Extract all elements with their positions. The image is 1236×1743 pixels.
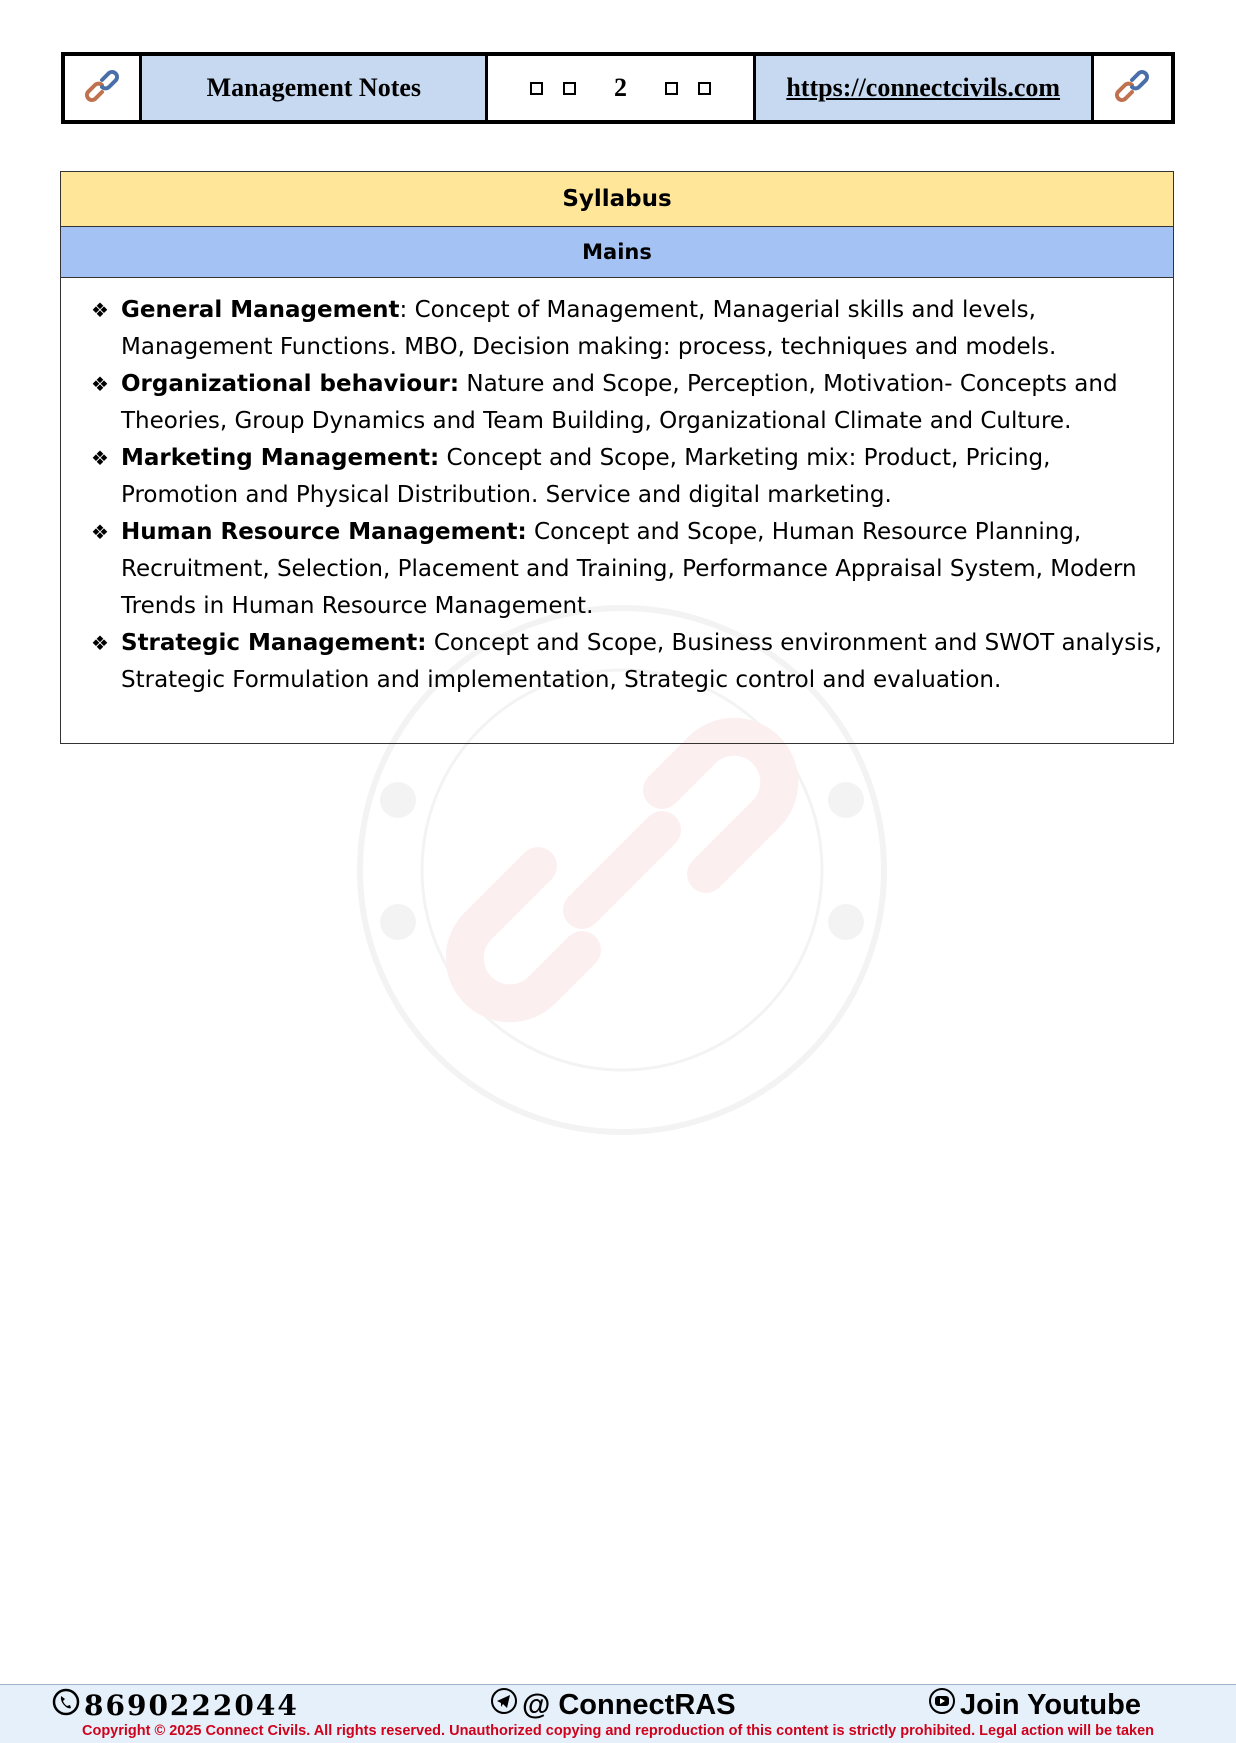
diamond-bullet-icon: ❖ [91,372,109,396]
syllabus-heading: Syllabus [61,172,1173,227]
page-number-cell [488,56,755,120]
diamond-bullet-icon: ❖ [91,631,109,655]
syllabus-item-text: Concept and Scope, Marketing mix: Product, Pricing, Promotion and Physical Distribution. Service and digital marketing. [121,445,1051,508]
header-right-link-cell [1094,56,1171,120]
syllabus-item-title: General Management [121,297,400,323]
syllabus-item-text: Nature and Scope, Perception, Motivation- Concepts and Theories, Group Dynamics and Team Building, Organizational Climate and Culture. [121,371,1118,434]
diamond-bullet-icon: ❖ [91,446,109,470]
footer-telegram[interactable] [490,1689,736,1721]
syllabus-item-human-resource-management [91,514,1163,625]
youtube-label: Join Youtube [960,1688,1141,1721]
syllabus-item-title: Human Resource Management: [121,519,527,545]
page-number: 2 [613,73,627,102]
phone-icon [52,1688,80,1723]
syllabus-item-title: Marketing Management: [121,445,440,471]
syllabus-item-organizational-behaviour [91,366,1163,440]
youtube-icon [928,1687,956,1723]
square-glyph-icon [698,82,711,95]
syllabus-item-marketing-management [91,440,1163,514]
syllabus-item-text: Concept and Scope, Human Resource Planning, Recruitment, Selection, Placement and Training, Performance Appraisal System, Modern Trends in Human Resource Management. [121,519,1137,619]
telegram-handle: @ ConnectRAS [522,1688,736,1721]
footer-youtube[interactable] [928,1689,1141,1721]
syllabus-item-title: Organizational behaviour: [121,371,460,397]
syllabus-table [60,171,1174,744]
syllabus-list [61,278,1173,699]
diamond-bullet-icon: ❖ [91,298,109,322]
syllabus-item-text: : Concept of Management, Managerial skills and levels, Management Functions. MBO, Decision making: process, techniques and models. [121,297,1057,360]
phone-number: 8690222044 [84,1688,299,1722]
footer-contact-row [0,1689,1236,1721]
chain-link-icon [1114,68,1150,108]
square-glyph-icon [563,82,576,95]
footer-phone[interactable] [52,1689,299,1721]
square-glyph-icon [530,82,543,95]
syllabus-item-general-management [91,292,1163,366]
syllabus-item-text: Concept and Scope, Business environment and SWOT analysis, Strategic Formulation and implementation, Strategic control and evaluation. [121,630,1162,693]
syllabus-item-strategic-management [91,625,1163,699]
header-left-link-cell [65,56,142,120]
square-glyph-icon [665,82,678,95]
chain-link-icon [84,68,120,108]
telegram-icon [490,1687,518,1723]
header-url-cell [756,56,1094,120]
header-title: Management Notes [142,56,488,120]
copyright-notice: Copyright © 2025 Connect Civils. All rights reserved. Unauthorized copying and reproduction of this content is strictly prohibited. Legal action will be taken [81,1723,1155,1739]
header-bar [61,52,1175,124]
page-footer [0,1684,1236,1743]
syllabus-item-title: Strategic Management: [121,630,427,656]
website-link[interactable]: https://connectcivils.com [786,73,1061,102]
mains-subheading: Mains [61,227,1173,278]
diamond-bullet-icon: ❖ [91,520,109,544]
